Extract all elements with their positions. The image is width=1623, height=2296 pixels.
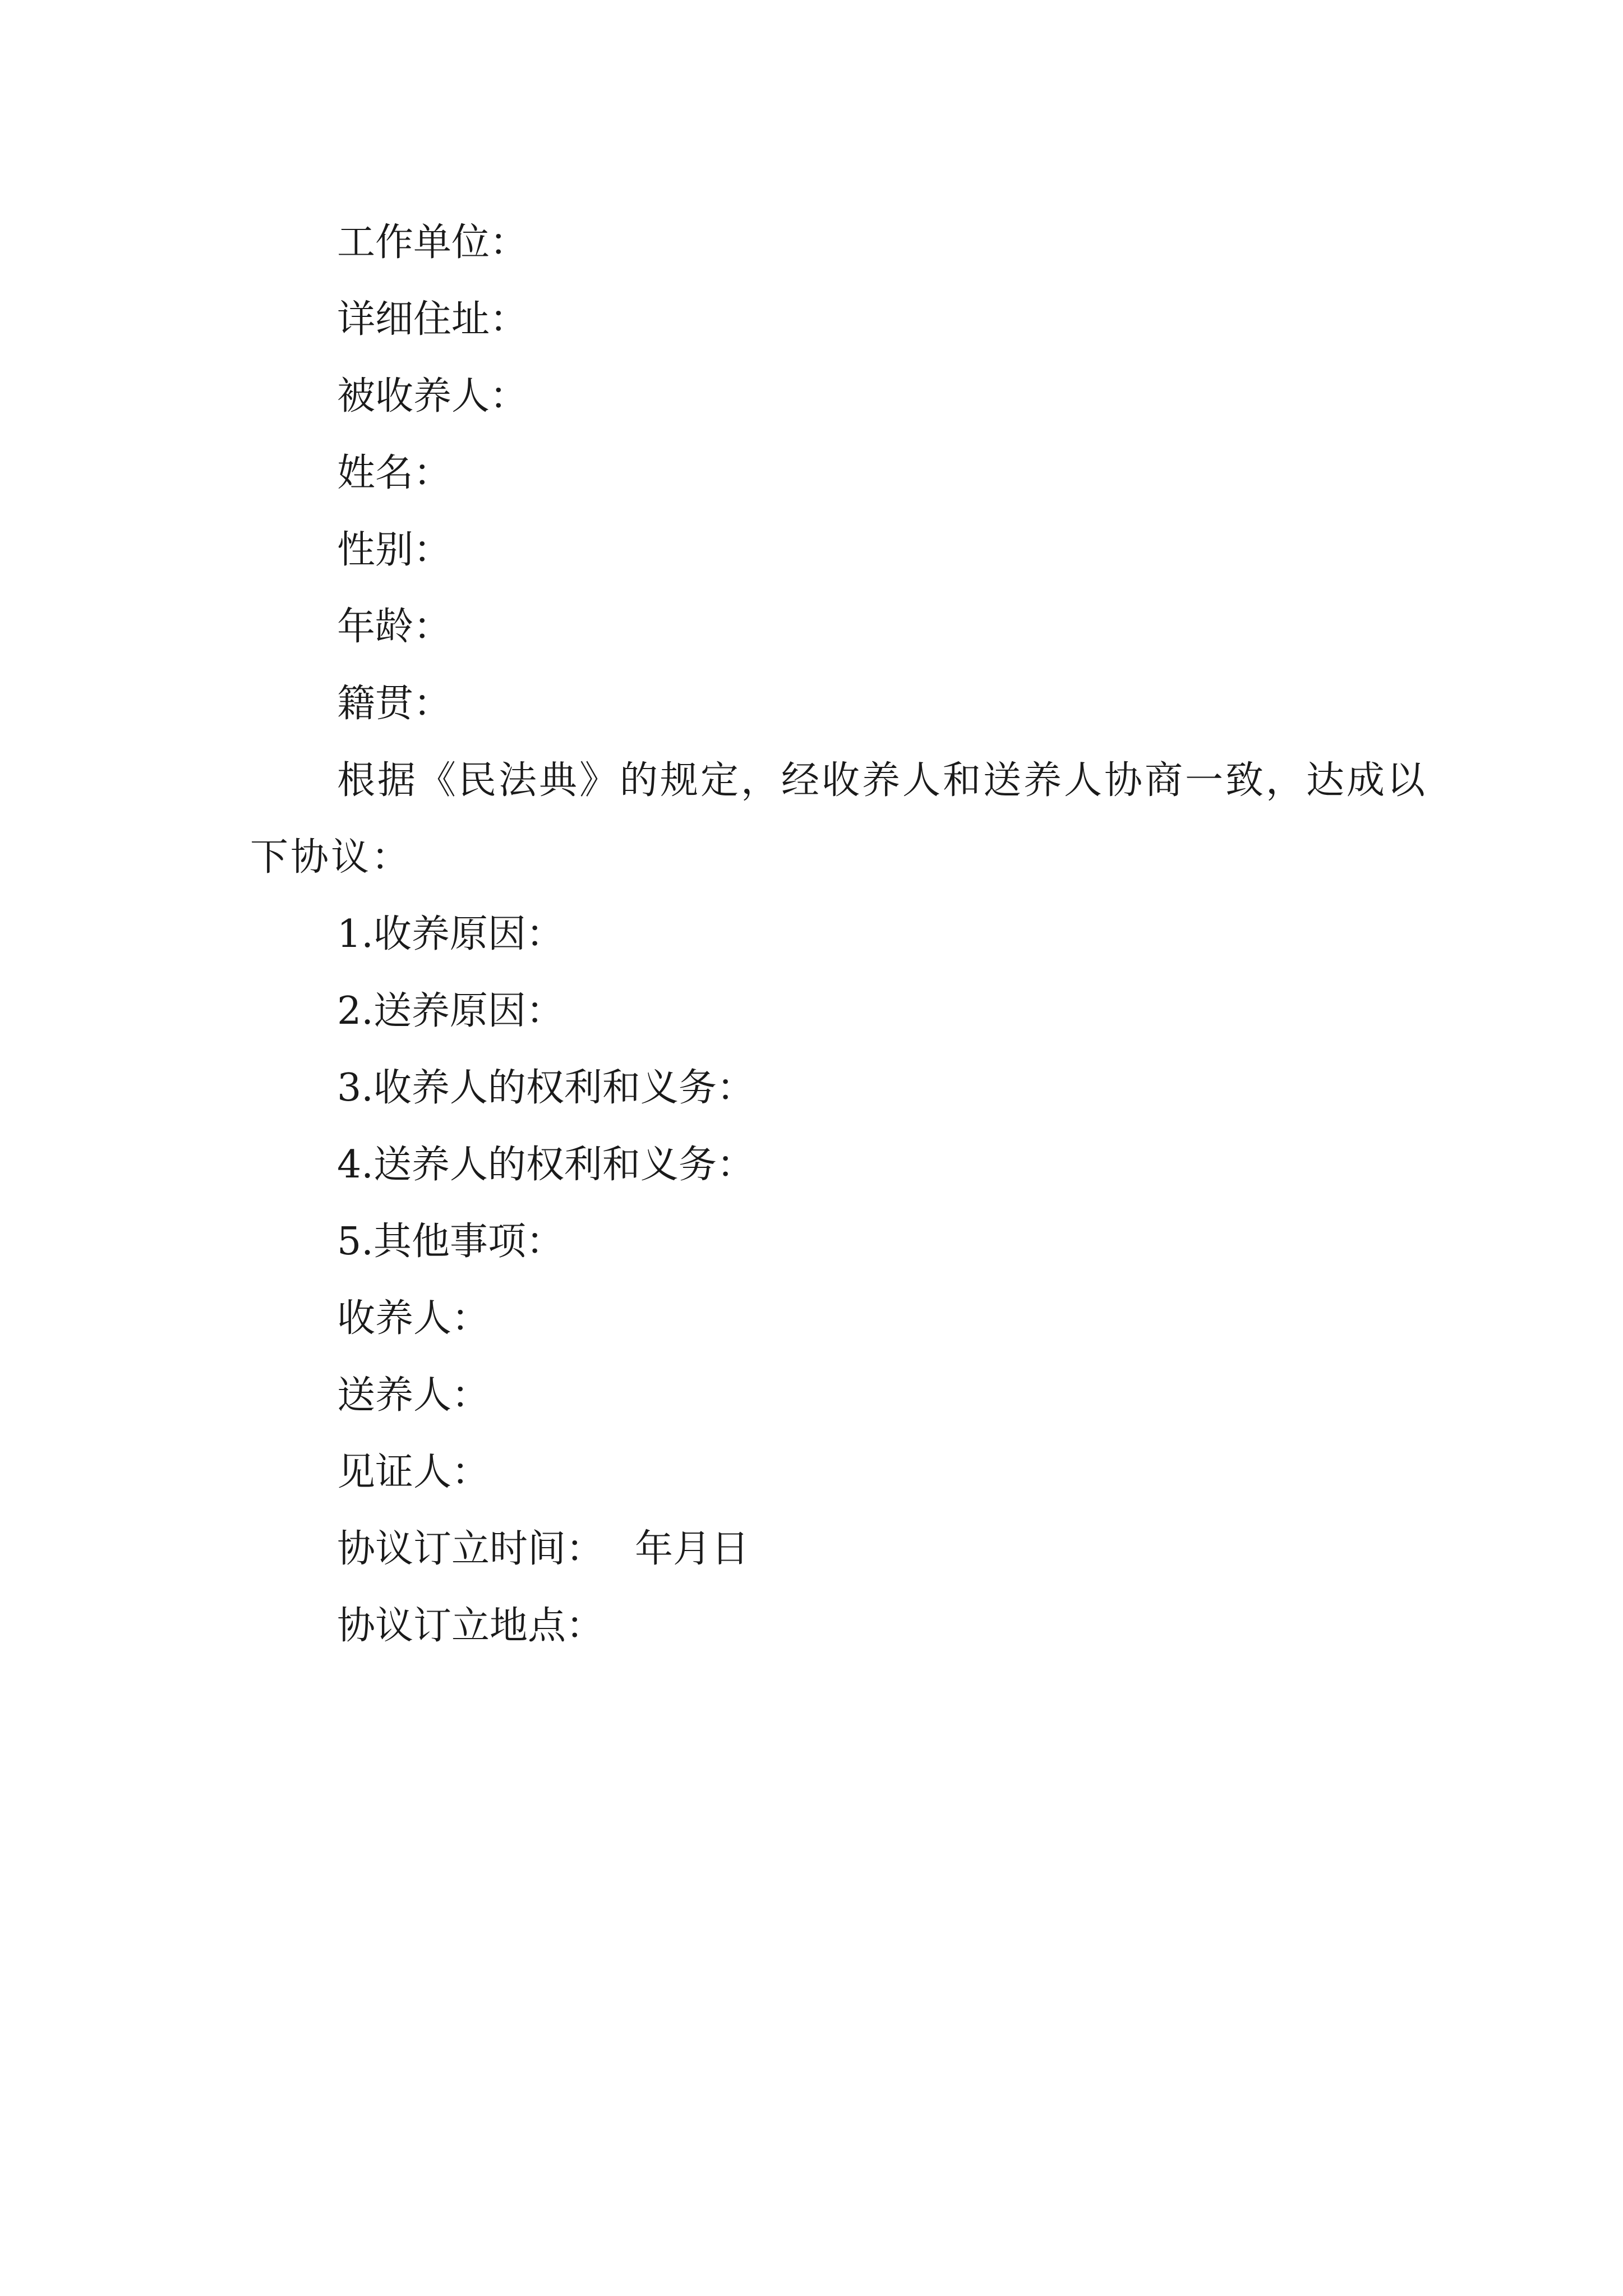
field-address: 详细住址： <box>337 297 528 342</box>
signature-placer: 送养人： <box>337 1373 490 1418</box>
field-work-unit: 工作单位： <box>337 220 528 265</box>
clause-other-matters: 5.其他事项： <box>337 1220 564 1264</box>
document-body <box>250 204 1431 1664</box>
clause-adoption-reason: 1.收养原因： <box>337 912 564 956</box>
agreement-date-line <box>250 1511 1431 1588</box>
signature-witness: 见证人： <box>337 1450 490 1494</box>
intro-paragraph: 根据《民法典》的规定，经收养人和送养人协商一致，达成以下协议： <box>250 758 1428 880</box>
clause-adopter-rights: 3.收养人的权利和义务： <box>337 1066 755 1110</box>
field-gender: 性别： <box>337 528 452 572</box>
field-name: 姓名： <box>337 451 452 495</box>
clause-placement-reason: 2.送养原因： <box>337 989 564 1033</box>
field-native-place: 籍贯： <box>337 682 452 726</box>
agreement-place: 协议订立地点： <box>337 1604 605 1648</box>
field-age: 年龄： <box>337 605 452 649</box>
signature-adopter: 收养人： <box>337 1296 490 1341</box>
agreement-date-label: 协议订立时间： <box>337 1527 605 1571</box>
agreement-date-value: 年月日 <box>635 1527 750 1571</box>
clause-placer-rights: 4.送养人的权利和义务： <box>337 1143 755 1187</box>
field-adoptee-heading: 被收养人： <box>337 374 528 418</box>
